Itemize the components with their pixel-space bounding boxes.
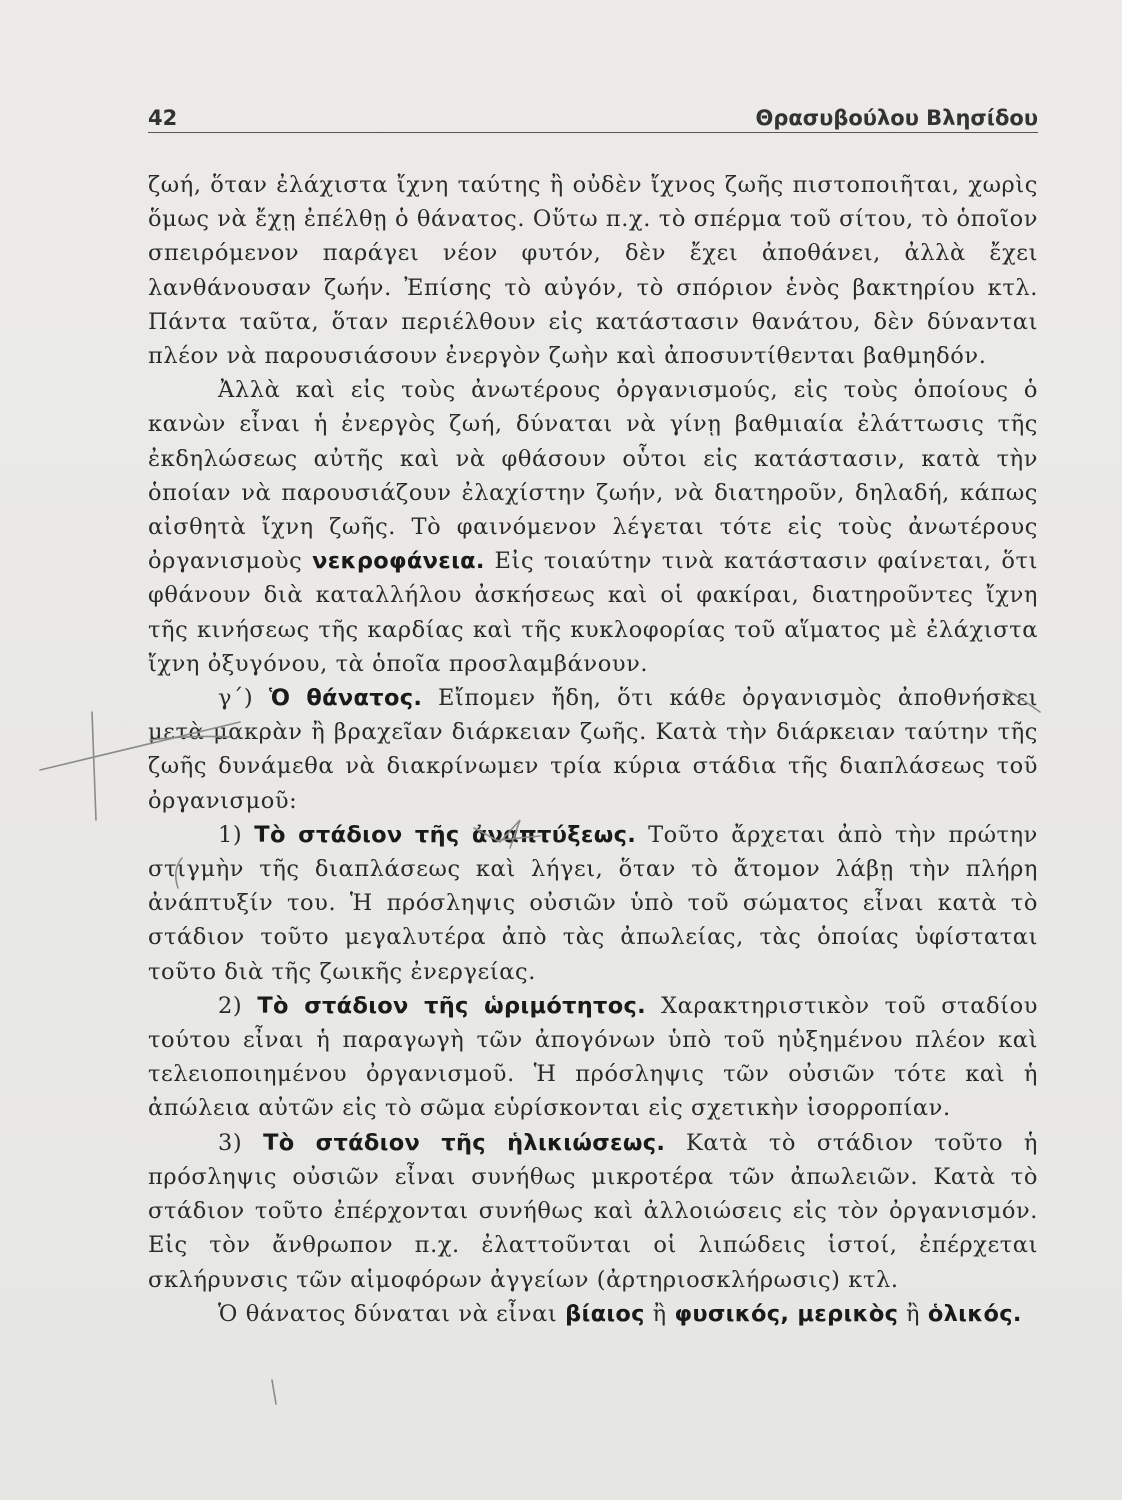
term-necrophania: νεκροφάνεια. xyxy=(312,548,485,575)
paragraph-death-types xyxy=(148,1297,1038,1331)
list-number: 2) xyxy=(218,992,243,1019)
term-total: ὁλικός. xyxy=(927,1300,1022,1327)
body-text xyxy=(148,168,1038,1331)
paragraph-text: Τοῦτο ἄρχεται ἀπὸ τὴν πρώτην στιγμὴν τῆς διαπλάσεως καὶ λήγει, ὅταν τὸ ἄτομον λάβῃ τὴν πλήρη ἀνάπτυξίν του. Ἡ πρόσληψις οὐσιῶν ὑπὸ τοῦ σώματος εἶναι κατὰ τὸ στάδιον τοῦτο μεγαλυτέρα ἀπὸ τὰς ἀπωλείας, τὰς ὁποίας ὑφίσταται τοῦτο διὰ τῆς ζωικῆς ἐνεργείας. xyxy=(148,821,1038,985)
page-number: 42 xyxy=(148,106,178,130)
conjunction: ἢ xyxy=(906,1300,921,1327)
list-number: 3) xyxy=(218,1129,243,1156)
term-violent: βίαιος xyxy=(565,1300,645,1327)
paragraph-text: Χαρακτηριστικὸν τοῦ σταδίου τούτου εἶναι ἡ παραγωγὴ τῶν ἀπογόνων ὑπὸ τοῦ ηὐξημένου πλέον καὶ τελειοποιημένου ὀργανισμοῦ. Ἡ πρόσληψις τῶν οὐσιῶν τότε καὶ ἡ ἀπώλεια αὐτῶν εἰς τὸ σῶμα εὑρίσκονται εἰς σχετικὴν ἰσορροπίαν. xyxy=(148,992,1038,1122)
paragraph-text: Ὁ θάνατος δύναται νὰ εἶναι xyxy=(218,1300,558,1327)
running-head: Θρασυβούλου Βλησίδου xyxy=(755,106,1038,130)
stage-heading-development: Τὸ στάδιον τῆς ἀναπτύξεως. xyxy=(254,821,637,848)
paragraph-text: Ἀλλὰ καὶ εἰς τοὺς ἀνωτέρους ὀργανισμούς, εἰς τοὺς ὁποίους ὁ κανὼν εἶναι ἡ ἐνεργὸς ζωή, δύναται νὰ γίνῃ βαθμιαία ἐλάττωσις τῆς ἐκδηλώσεως αὐτῆς καὶ νὰ φθάσουν οὗτοι εἰς κατάστασιν, κατὰ τὴν ὁποίαν νὰ παρουσιάζουν ἐλαχίστην ζωήν, νὰ διατηροῦν, δηλαδή, κάπως αἰσθητὰ ἴχνη ζωῆς. Τὸ φαινόμενον λέγεται τότε εἰς τοὺς ἀνωτέρους ὀργανισμοὺς xyxy=(148,377,1038,575)
section-heading-death: Ὁ θάνατος. xyxy=(269,685,423,712)
paragraph-apparent-death xyxy=(148,373,1038,681)
list-number: 1) xyxy=(218,821,243,848)
paragraph-stage-development xyxy=(148,818,1038,989)
page-header xyxy=(148,102,1038,133)
paragraph-stage-aging xyxy=(148,1126,1038,1297)
term-natural-partial: φυσικός, μερικὸς xyxy=(674,1300,899,1327)
paragraph-text: Εἰς τοιαύτην τινὰ κατάστασιν φαίνεται, ὅτι φθάνουν διὰ καταλλήλου ἀσκήσεως καὶ οἱ φακίραι, διατηροῦντες ἴχνη τῆς κινήσεως τῆς καρδίας καὶ τῆς κυκλοφορίας τοῦ αἵματος μὲ ἐλάχιστα ἴχνη ὀξυγόνου, τὰ ὁποῖα προσλαμβάνουν. xyxy=(148,548,1038,677)
section-number: γ΄) xyxy=(218,685,254,712)
pencil-vertical-stroke xyxy=(92,712,96,820)
paragraph-text: Κατὰ τὸ στάδιον τοῦτο ἡ πρόσληψις οὐσιῶν εἶναι συνήθως μικροτέρα τῶν ἀπωλειῶν. Κατὰ τὸ στάδιον τοῦτο ἐπέρχονται συνήθως καὶ ἀλλοιώσεις εἰς τὸν ὀργανισμόν. Εἰς τὸν ἄνθρωπον π.χ. ἐλαττοῦνται οἱ λιπώδεις ἱστοί, ἐπέρχεται σκλήρυνσις τῶν αἱμοφόρων ἀγγείων (ἀρτηριοσκλήρωσις) κτλ. xyxy=(148,1129,1038,1293)
pencil-end-mark xyxy=(272,1380,276,1404)
paragraph-death-heading xyxy=(148,681,1038,818)
stage-heading-aging: Τὸ στάδιον τῆς ἡλικιώσεως. xyxy=(263,1129,666,1156)
paragraph-stage-maturity xyxy=(148,989,1038,1126)
stage-heading-maturity: Τὸ στάδιον τῆς ὡριμότητος. xyxy=(257,992,646,1019)
paragraph-text: Εἴπομεν ἤδη, ὅτι κάθε ὀργανισμὸς ἀποθνήσκει μετὰ μακρὰν ἢ βραχεῖαν διάρκειαν ζωῆς. Κατὰ τὴν διάρκειαν ταύτην τῆς ζωῆς δυνάμεθα νὰ διακρίνωμεν τρία κύρια στάδια τῆς διαπλάσεως τοῦ ὀργανισμοῦ: xyxy=(148,685,1038,814)
paragraph-text: ζωή, ὅταν ἐλάχιστα ἴχνη ταύτης ἢ οὐδὲν ἴχνος ζωῆς πιστοποιῆται, χωρὶς ὅμως νὰ ἔχῃ ἐπέλθῃ ὁ θάνατος. Οὕτω π.χ. τὸ σπέρμα τοῦ σίτου, τὸ ὁποῖον σπειρόμενον παράγει νέον φυτόν, δὲν ἔχει ἀποθάνει, ἀλλὰ ἔχει λανθάνουσαν ζωήν. Ἐπίσης τὸ αὐγόν, τὸ σπόριον ἑνὸς βακτηρίου κτλ. Πάντα ταῦτα, ὅταν περιέλθουν εἰς κατάστασιν θανάτου, δὲν δύνανται πλέον νὰ παρουσιάσουν ἐνεργὸν ζωὴν καὶ ἀποσυντίθενται βαθμηδόν. xyxy=(148,172,1038,370)
paragraph-latent-life xyxy=(148,168,1038,373)
conjunction: ἢ xyxy=(652,1300,667,1327)
